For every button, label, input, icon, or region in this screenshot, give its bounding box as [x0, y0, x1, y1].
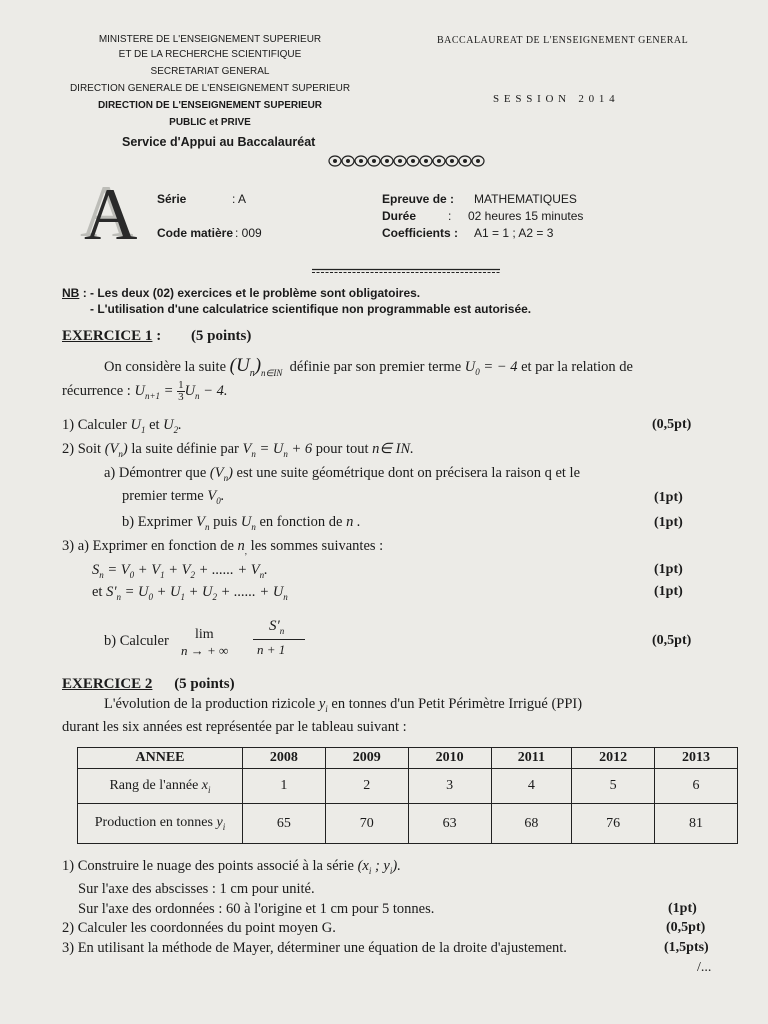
ex2-q1-points: (1pt) — [668, 901, 697, 916]
ex2-title: EXERCICE 2 — [62, 676, 153, 692]
table-cell: 76 — [572, 804, 655, 844]
code-label: Code matière — [157, 226, 234, 240]
ex2-points: (5 points) — [174, 676, 235, 692]
ex1-q1-points: (0,5pt) — [652, 417, 692, 432]
ex1-intro-c: et par la relation de — [521, 359, 633, 375]
ex1-q2a-vn: $(V_n)$ — [209, 465, 233, 483]
limit-n-to-inf: n → + ∞ — [181, 643, 229, 658]
ex1-q3b-points: (0,5pt) — [652, 633, 692, 648]
nb-line-2: - L'utilisation d'une calculatrice scientifique non programmable est autorisée. — [90, 302, 532, 316]
serie-label: Série — [157, 192, 187, 206]
table-header-year: 2009 — [325, 748, 408, 769]
ex2-q2-points: (0,5pt) — [666, 920, 706, 935]
limit-numerator: $S'_n$ — [269, 618, 285, 636]
bac-title: BACCALAUREAT DE L'ENSEIGNEMENT GENERAL — [437, 35, 689, 46]
table-header-annee: ANNEE — [78, 748, 243, 769]
table-row-label — [78, 769, 243, 804]
ex1-sum-sprime — [92, 584, 288, 602]
ex2-intro-b: en tonnes d'un Petit Périmètre Irrigué (PPI) — [331, 696, 583, 712]
ex1-sum-sn: $S_n = V_0 + V_1 + V_2$ + ...... + $V_n$. — [92, 562, 268, 580]
ex1-sequence-un: $(U_n)_{n\in IN}$ — [229, 355, 283, 379]
ex1-q1-u2: $U_2$. — [163, 417, 182, 435]
ex1-q2-text: 2) Soit — [62, 441, 102, 457]
table-header-year: 2010 — [408, 748, 491, 769]
ex1-q2-text-c: pour tout — [315, 441, 369, 457]
ex1-q2-vn-def: $V_n = U_n + 6$ — [242, 441, 313, 459]
ex1-recurrence-label: récurrence : — [62, 382, 131, 399]
ex1-q2b-points: (1pt) — [654, 515, 683, 530]
ex1-u0-def: $U_0$ = − 4 — [464, 359, 518, 377]
ex1-sum-sprime-points: (1pt) — [654, 584, 683, 599]
ex1-q2a — [104, 465, 580, 483]
ex2-q1-yaxis: Sur l'axe des ordonnées : 60 à l'origine et 1 cm pour 5 tonnes. — [78, 901, 435, 917]
table-cell: 68 — [491, 804, 572, 844]
rang-label-xi: $x_i$ — [201, 777, 211, 795]
ex1-q2-domain: n∈ IN. — [372, 441, 414, 457]
serie-value: : A — [232, 192, 247, 206]
separator-line — [312, 268, 500, 274]
ex1-q2b-text-b: puis — [213, 514, 238, 530]
ex1-q3-text: 3) a) Exprimer en fonction de — [62, 538, 234, 554]
ex1-q3b — [104, 633, 169, 650]
ex1-q2b-n: n . — [346, 514, 361, 530]
ex2-q1-series: ($x_i$ ; $y_i$). — [357, 858, 401, 876]
ex2-q2: 2) Calculer les coordonnées du point moyen G. — [62, 920, 336, 936]
table-cell: 65 — [243, 804, 326, 844]
service-name: Service d'Appui au Baccalauréat — [122, 135, 316, 149]
table-header-year: 2011 — [491, 748, 572, 769]
ex1-q1 — [62, 417, 182, 435]
ex1-intro — [104, 355, 633, 379]
ex1-recurrence-row — [62, 380, 227, 403]
ministry-line-3: SECRETARIAT GENERAL — [150, 66, 270, 77]
ex1-q2a-points: (1pt) — [654, 490, 683, 505]
session-year: S E S S I O N 2 0 1 4 — [493, 93, 616, 105]
ex1-q3b-text: b) Calculer — [104, 633, 169, 649]
ex1-q2b-un: $U_n$ — [240, 514, 256, 532]
ex2-intro-line1 — [104, 696, 582, 714]
code-value: : 009 — [235, 226, 262, 240]
epreuve-label: Epreuve de : — [382, 192, 455, 206]
ex1-q2-text-b: la suite définie par — [131, 441, 239, 457]
table-cell: 4 — [491, 769, 572, 804]
ministry-line-6: PUBLIC et PRIVE — [169, 117, 251, 128]
limit-lim: lim — [195, 627, 214, 642]
ex1-q2b-text: b) Exprimer — [122, 514, 193, 530]
limit-fraction-bar — [253, 639, 305, 640]
table-header-year: 2012 — [572, 748, 655, 769]
duree-label: Durée — [382, 209, 417, 223]
ex1-q2 — [62, 441, 414, 459]
table-cell: 70 — [325, 804, 408, 844]
nb-line-1: : - Les deux (02) exercices et le problème sont obligatoires. — [82, 286, 421, 300]
ministry-line-1: MINISTERE DE L'ENSEIGNEMENT SUPERIEUR — [98, 34, 322, 45]
nb-block — [62, 286, 420, 300]
ex2-q1-xaxis: Sur l'axe des abscisses : 1 cm pour unité. — [78, 881, 315, 897]
ex1-q2a-v0: $V_0$. — [207, 488, 225, 506]
epreuve-value: MATHEMATIQUES — [474, 192, 577, 206]
ex1-title: EXERCICE 1 — [62, 328, 153, 344]
ministry-line-5: DIRECTION DE L'ENSEIGNEMENT SUPERIEUR — [97, 100, 323, 111]
table-cell: 63 — [408, 804, 491, 844]
series-letter-logo: A — [84, 174, 138, 256]
ex1-title-row — [62, 328, 251, 345]
continued-marker: /... — [697, 960, 712, 975]
ex2-intro-yi: $y_i$ — [318, 696, 328, 714]
table-row-rang — [78, 769, 738, 804]
ex2-intro-a: L'évolution de la production rizicole — [104, 696, 316, 712]
ex1-sum-sn-points: (1pt) — [654, 562, 683, 577]
table-cell: 6 — [655, 769, 738, 804]
ex2-q3-points: (1,5pts) — [664, 940, 709, 955]
ex1-q2a-text-b: est une suite géométrique dont on précisera la raison q et le — [236, 465, 581, 481]
ex1-q2a-text: a) Démontrer que — [104, 465, 207, 481]
table-cell: 1 — [243, 769, 326, 804]
ex1-q2-vn: $(V_n)$ — [104, 441, 128, 459]
ornament-divider — [325, 153, 495, 169]
ex1-intro-a: On considère la suite — [104, 359, 227, 375]
ex1-q1-u1: $U_1$ — [130, 417, 146, 435]
ex2-q1 — [62, 858, 401, 876]
ex1-q3-n: $n_,$ — [237, 538, 248, 556]
production-table — [77, 747, 738, 844]
ex1-sum-sprime-formula: $S'_n = U_0 + U_1 + U_2$ + ...... + $U_n$ — [106, 584, 288, 602]
table-cell: 2 — [325, 769, 408, 804]
ministry-line-2: ET DE LA RECHERCHE SCIENTIFIQUE — [118, 49, 302, 60]
ex2-title-row — [62, 676, 235, 693]
production-label-yi: $y_i$ — [216, 815, 226, 832]
ex2-q3: 3) En utilisant la méthode de Mayer, déterminer une équation de la droite d'ajustement. — [62, 940, 567, 956]
table-row-production — [78, 804, 738, 844]
ex2-intro-line2: durant les six années est représentée par le tableau suivant : — [62, 719, 407, 735]
coef-label: Coefficients : — [382, 226, 459, 240]
table-header-year: 2013 — [655, 748, 738, 769]
ex1-intro-b: définie par son premier terme — [289, 359, 462, 375]
ex1-q2a-text-c: premier terme — [122, 488, 204, 504]
ex1-q1-text: 1) Calculer — [62, 417, 127, 433]
table-header-year: 2008 — [243, 748, 326, 769]
ex2-q1-text: 1) Construire le nuage des points associé à la série — [62, 858, 354, 874]
ex1-title-suffix: : — [152, 328, 162, 344]
coef-value: A1 = 1 ; A2 = 3 — [474, 226, 554, 240]
ex1-q2a-line2 — [122, 488, 224, 506]
ex1-points: (5 points) — [190, 328, 252, 344]
table-cell: 81 — [655, 804, 738, 844]
limit-denominator: n + 1 — [257, 642, 286, 657]
ex1-q2b-text-c: en fonction de — [259, 514, 343, 530]
table-row-label — [78, 804, 243, 844]
table-header-row — [78, 748, 738, 769]
ex1-q1-and: et — [149, 417, 160, 433]
duree-value: : 02 heures 15 minutes — [448, 209, 584, 223]
table-cell: 5 — [572, 769, 655, 804]
ex1-q2b — [122, 514, 361, 532]
ex1-q2b-vn: $V_n$ — [196, 514, 210, 532]
ministry-line-4: DIRECTION GENERALE DE L'ENSEIGNEMENT SUPERIEUR — [69, 83, 351, 94]
rang-label-text: Rang de l'année — [109, 777, 199, 793]
ex1-sum-et: et — [92, 584, 103, 600]
table-cell: 3 — [408, 769, 491, 804]
ex1-recurrence-formula: $U_{n+1}$ = $\frac{1}{3}$ $U_n - 4$. — [134, 379, 228, 403]
ex1-q3 — [62, 538, 383, 556]
nb-label: NB — [62, 286, 80, 300]
production-label-text: Production en tonnes — [94, 815, 213, 831]
ex1-q3-text-b: les sommes suivantes : — [250, 538, 384, 554]
